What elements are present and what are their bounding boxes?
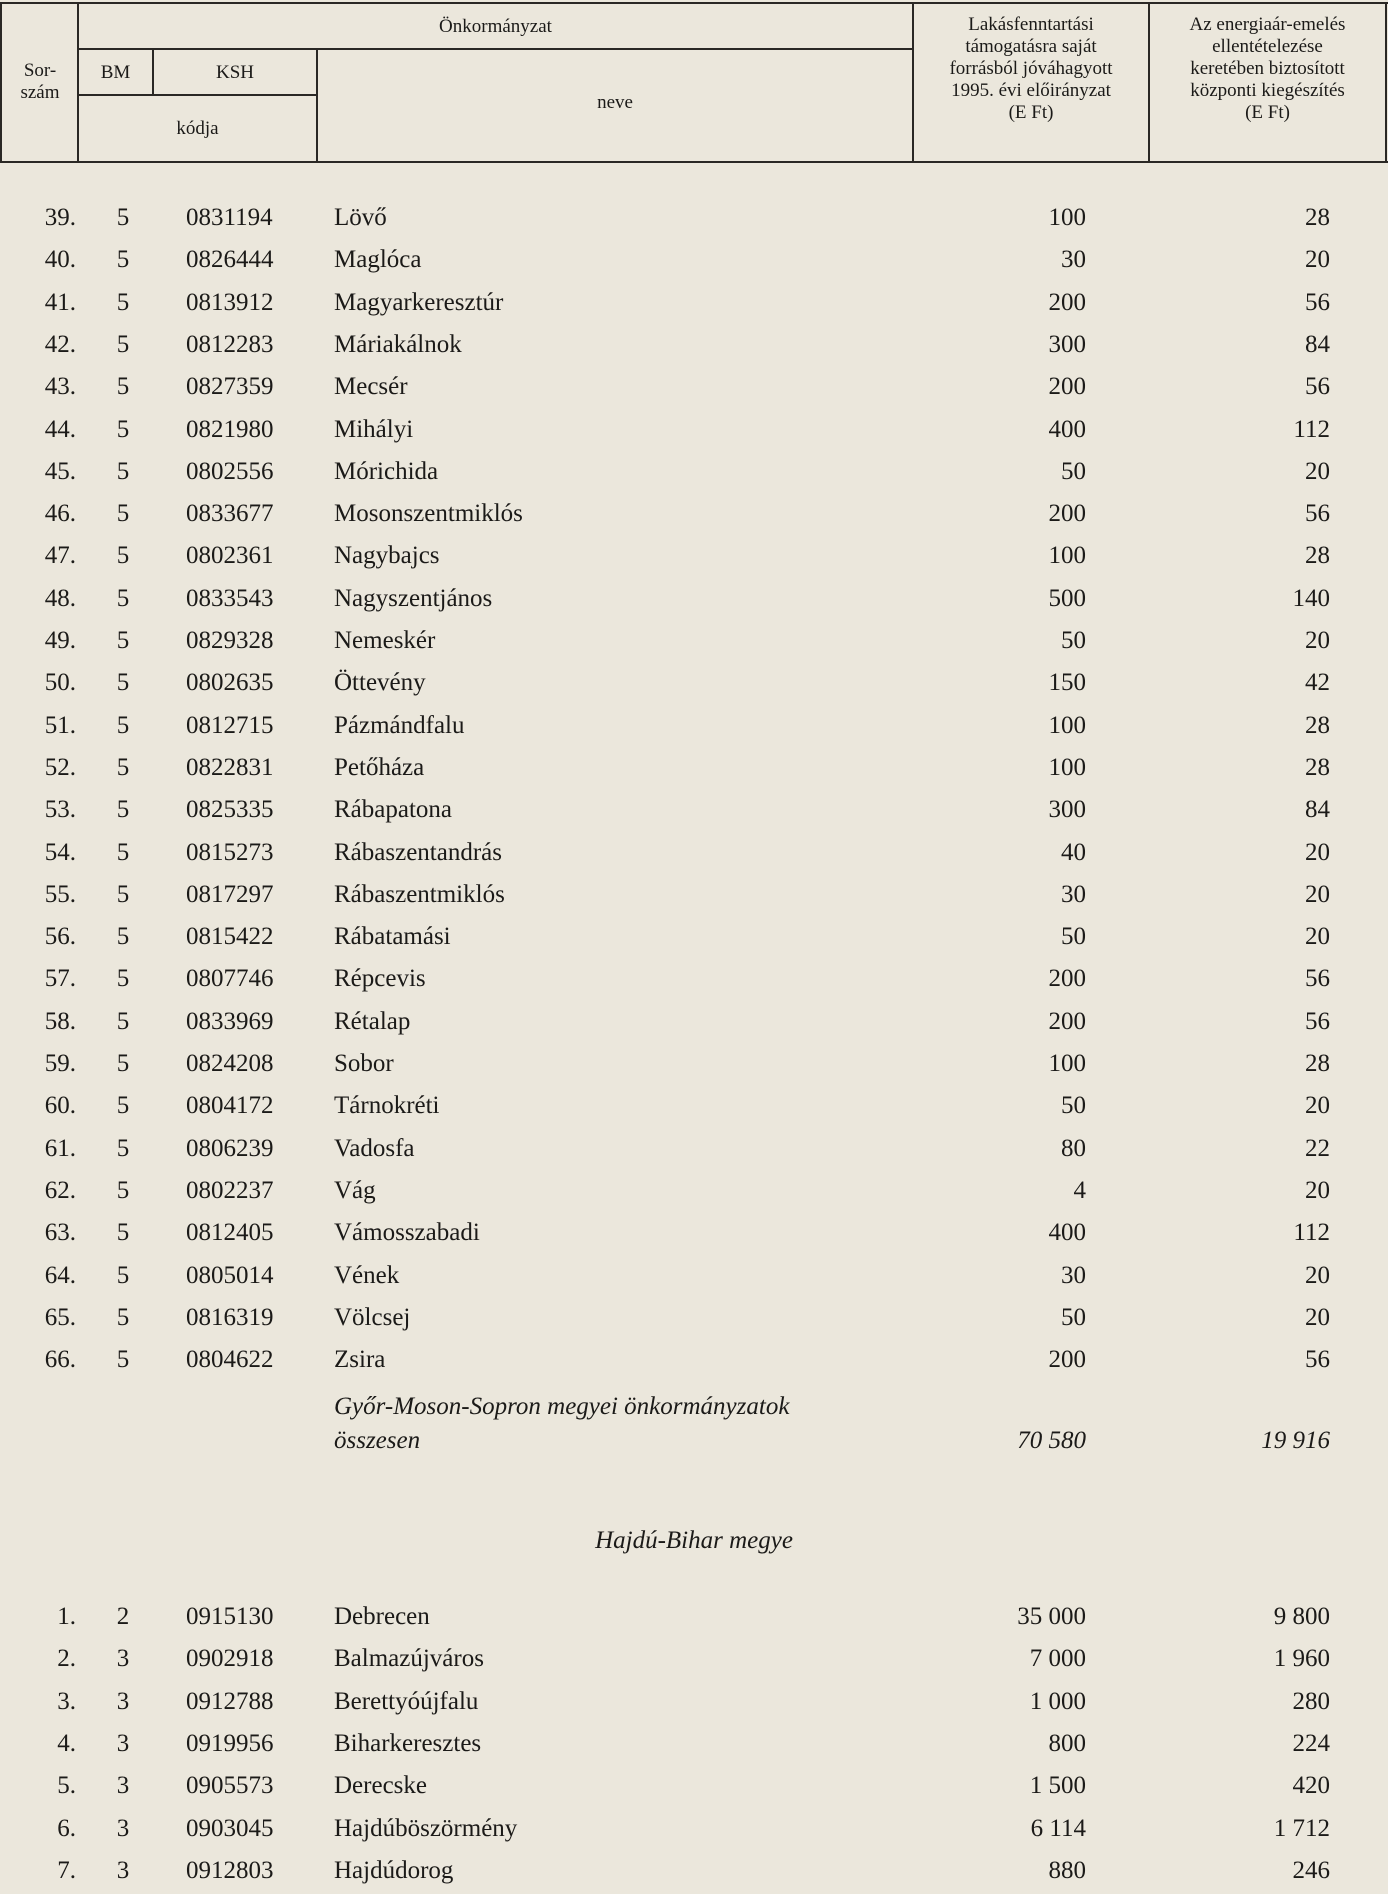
- table-header: [0, 0, 1388, 163]
- header-right-border: [1385, 2, 1387, 163]
- appropriation-value: 50: [1061, 923, 1086, 951]
- ksh-code: 0919956: [186, 1729, 274, 1757]
- municipality-name: Nemeskér: [334, 627, 436, 654]
- appropriation-value: 4: [1073, 1176, 1086, 1204]
- municipality-name: Rábaszentandrás: [334, 838, 502, 866]
- appropriation-value: 400: [1048, 1219, 1086, 1247]
- bm-code: 5: [116, 500, 130, 528]
- row-number: 51.: [44, 711, 76, 739]
- ksh-code: 0802635: [186, 669, 274, 697]
- appropriation-value: 100: [1048, 711, 1086, 739]
- ksh-code: 0912803: [186, 1856, 274, 1884]
- appropriation-value: 200: [1048, 288, 1086, 316]
- row-number: 64.: [44, 1261, 76, 1289]
- supplement-value: 56: [1305, 500, 1330, 528]
- ksh-code: 0915130: [186, 1603, 274, 1630]
- table-row: [0, 242, 1388, 282]
- appropriation-value: 500: [1048, 584, 1086, 612]
- appropriation-value: 35 000: [1017, 1603, 1086, 1630]
- appropriation-value: 80: [1061, 1134, 1086, 1162]
- table-row: [0, 1004, 1388, 1044]
- municipality-name: Völcsej: [334, 1303, 411, 1331]
- appropriation-value: 800: [1048, 1729, 1086, 1757]
- appropriation-value: 200: [1048, 500, 1086, 528]
- bm-code: 5: [116, 1303, 130, 1331]
- municipality-name: Magyarkeresztúr: [334, 288, 504, 316]
- header-bm: BM: [100, 62, 131, 83]
- table-row: [0, 285, 1388, 325]
- supplement-value: 1 712: [1273, 1814, 1330, 1842]
- appropriation-value: 50: [1061, 457, 1086, 485]
- bm-code: 5: [116, 204, 130, 231]
- ksh-code: 0833969: [186, 1007, 274, 1035]
- appropriation-value: 30: [1061, 1261, 1086, 1289]
- row-number: 47.: [44, 542, 76, 570]
- supplement-value: 42: [1305, 669, 1330, 697]
- supplement-value: 20: [1305, 1092, 1330, 1120]
- municipality-name: Répcevis: [334, 965, 426, 993]
- supplement-value: 280: [1292, 1687, 1330, 1715]
- appropriation-value: 1 000: [1029, 1687, 1086, 1715]
- supplement-value: 84: [1305, 796, 1330, 824]
- bm-code: 5: [116, 669, 130, 697]
- supplement-value: 20: [1305, 627, 1330, 654]
- row-number: 58.: [44, 1007, 76, 1035]
- table-row: [0, 538, 1388, 578]
- header-rule-onkormanyzat: [77, 48, 914, 50]
- table-row: [0, 200, 1388, 240]
- municipality-name: Hajdúböszörmény: [334, 1814, 518, 1842]
- row-number: 7.: [57, 1856, 76, 1884]
- supplement-value: 20: [1305, 838, 1330, 866]
- supplement-value: 20: [1305, 1261, 1330, 1289]
- municipality-name: Hajdúdorog: [334, 1856, 454, 1884]
- row-number: 55.: [44, 880, 76, 908]
- table-row: [0, 496, 1388, 536]
- table-row: [0, 1641, 1388, 1681]
- supplement-value: 20: [1305, 1176, 1330, 1204]
- ksh-code: 0833543: [186, 584, 274, 612]
- supplement-value: 84: [1305, 330, 1330, 358]
- table-row: [0, 1131, 1388, 1171]
- appropriation-value: 300: [1048, 330, 1086, 358]
- table-row: [0, 454, 1388, 494]
- ksh-code: 0815273: [186, 838, 274, 866]
- row-number: 46.: [44, 500, 76, 528]
- header-left-border: [0, 2, 2, 163]
- supplement-value: 56: [1305, 288, 1330, 316]
- header-top-rule: [0, 2, 1388, 4]
- municipality-name: Zsira: [334, 1346, 386, 1374]
- appropriation-value: 100: [1048, 753, 1086, 781]
- row-number: 61.: [44, 1134, 76, 1162]
- municipality-name: Pázmándfalu: [334, 711, 465, 739]
- municipality-name: Vadosfa: [334, 1134, 415, 1162]
- header-sorszam: Sor- szám: [20, 60, 60, 103]
- appropriation-value: 100: [1048, 1050, 1086, 1077]
- municipality-name: Derecske: [334, 1772, 427, 1800]
- header-rule-kodja: [77, 94, 318, 96]
- appropriation-value: 150: [1048, 669, 1086, 697]
- bm-code: 5: [116, 1007, 130, 1035]
- ksh-code: 0802237: [186, 1176, 274, 1204]
- ksh-code: 0816319: [186, 1303, 274, 1331]
- appropriation-value: 30: [1061, 246, 1086, 274]
- table-row: [0, 1300, 1388, 1340]
- ksh-code: 0804622: [186, 1346, 274, 1374]
- supplement-value: 20: [1305, 246, 1330, 274]
- municipality-name: Rábaszentmiklós: [334, 880, 505, 908]
- row-number: 60.: [44, 1092, 76, 1120]
- ksh-code: 0802556: [186, 457, 274, 485]
- municipality-name: Rábatamási: [334, 923, 451, 951]
- table-row: [0, 1811, 1388, 1851]
- row-number: 66.: [44, 1346, 76, 1374]
- municipality-name: Lövő: [334, 204, 387, 231]
- bm-code: 5: [116, 1176, 130, 1204]
- table-row: [0, 1215, 1388, 1255]
- supplement-value: 20: [1305, 1303, 1330, 1331]
- row-number: 59.: [44, 1050, 76, 1077]
- appropriation-value: 50: [1061, 1092, 1086, 1120]
- bm-code: 3: [116, 1729, 130, 1757]
- bm-code: 5: [116, 1346, 130, 1374]
- municipality-name: Nagyszentjános: [334, 584, 493, 612]
- appropriation-value: 200: [1048, 965, 1086, 993]
- row-number: 39.: [44, 204, 76, 231]
- appropriation-value: 1 500: [1029, 1772, 1086, 1800]
- row-number: 3.: [57, 1687, 76, 1715]
- appropriation-value: 40: [1061, 838, 1086, 866]
- bm-code: 5: [116, 1092, 130, 1120]
- row-number: 54.: [44, 838, 76, 866]
- header-bottom-rule: [0, 161, 1388, 163]
- supplement-value: 9 800: [1273, 1603, 1330, 1630]
- row-number: 40.: [44, 246, 76, 274]
- bm-code: 5: [116, 1134, 130, 1162]
- bm-code: 5: [116, 415, 130, 443]
- bm-code: 3: [116, 1772, 130, 1800]
- total-value-a: 70 580: [1017, 1427, 1086, 1454]
- bm-code: 5: [116, 246, 130, 274]
- bm-code: 5: [116, 1050, 130, 1077]
- header-onkormanyzat: Önkormányzat: [439, 16, 552, 37]
- ksh-code: 0825335: [186, 796, 274, 824]
- bm-code: 5: [116, 923, 130, 951]
- table-row: [0, 1599, 1388, 1639]
- municipality-name: Mecsér: [334, 373, 408, 401]
- supplement-value: 28: [1305, 753, 1330, 781]
- bm-code: 3: [116, 1856, 130, 1884]
- municipality-name: Mórichida: [334, 457, 439, 485]
- appropriation-value: 50: [1061, 627, 1086, 654]
- row-number: 2.: [57, 1645, 76, 1673]
- supplement-value: 22: [1305, 1134, 1330, 1162]
- supplement-value: 112: [1293, 1219, 1330, 1247]
- municipality-name: Tárnokréti: [334, 1092, 440, 1120]
- municipality-name: Vének: [334, 1261, 400, 1289]
- row-number: 41.: [44, 288, 76, 316]
- municipality-name: Maglóca: [334, 246, 422, 274]
- bm-code: 3: [116, 1814, 130, 1842]
- table-row: [0, 1046, 1388, 1086]
- supplement-value: 56: [1305, 965, 1330, 993]
- bm-code: 5: [116, 1261, 130, 1289]
- header-ksh: KSH: [215, 62, 254, 83]
- appropriation-value: 300: [1048, 796, 1086, 824]
- row-number: 48.: [44, 584, 76, 612]
- supplement-value: 224: [1292, 1729, 1330, 1757]
- ksh-code: 0903045: [186, 1814, 274, 1842]
- ksh-code: 0829328: [186, 627, 274, 654]
- supplement-value: 20: [1305, 923, 1330, 951]
- ksh-code: 0821980: [186, 415, 274, 443]
- table-row: [0, 581, 1388, 621]
- appropriation-value: 880: [1048, 1856, 1086, 1884]
- row-number: 42.: [44, 330, 76, 358]
- supplement-value: 420: [1292, 1772, 1330, 1800]
- supplement-value: 56: [1305, 373, 1330, 401]
- appropriation-value: 100: [1048, 204, 1086, 231]
- table-row: [0, 961, 1388, 1001]
- municipality-name: Nagybajcs: [334, 542, 440, 570]
- row-number: 5.: [57, 1772, 76, 1800]
- appropriation-value: 400: [1048, 415, 1086, 443]
- municipality-name: Balmazújváros: [334, 1645, 484, 1673]
- row-number: 45.: [44, 457, 76, 485]
- ksh-code: 0905573: [186, 1772, 274, 1800]
- appropriation-value: 7 000: [1029, 1645, 1086, 1673]
- row-number: 62.: [44, 1176, 76, 1204]
- table-row: [0, 1173, 1388, 1213]
- ksh-code: 0815422: [186, 923, 274, 951]
- table-row: [0, 1088, 1388, 1128]
- bm-code: 5: [116, 753, 130, 781]
- municipality-name: Mihályi: [334, 415, 414, 443]
- supplement-value: 20: [1305, 457, 1330, 485]
- row-number: 1.: [57, 1603, 76, 1630]
- ksh-code: 0826444: [186, 246, 274, 274]
- municipality-name: Öttevény: [334, 669, 426, 697]
- municipality-name: Petőháza: [334, 753, 425, 781]
- ksh-code: 0807746: [186, 965, 274, 993]
- bm-code: 3: [116, 1645, 130, 1673]
- bm-code: 2: [116, 1603, 130, 1630]
- total-label-line2: összesen: [334, 1427, 421, 1454]
- table-row: [0, 327, 1388, 367]
- ksh-code: 0824208: [186, 1050, 274, 1077]
- supplement-value: 28: [1305, 204, 1330, 231]
- row-number: 49.: [44, 627, 76, 654]
- municipality-name: Vámosszabadi: [334, 1219, 480, 1247]
- table-row: [0, 369, 1388, 409]
- bm-code: 5: [116, 288, 130, 316]
- bm-code: 5: [116, 711, 130, 739]
- bm-code: 5: [116, 796, 130, 824]
- row-number: 63.: [44, 1219, 76, 1247]
- supplement-value: 246: [1292, 1856, 1330, 1884]
- table-row: [0, 750, 1388, 790]
- appropriation-value: 200: [1048, 1346, 1086, 1374]
- municipality-name: Rétalap: [334, 1007, 411, 1035]
- row-number: 44.: [44, 415, 76, 443]
- ksh-code: 0806239: [186, 1134, 274, 1162]
- table-row: [0, 1768, 1388, 1808]
- municipality-name: Sobor: [334, 1050, 394, 1077]
- row-number: 56.: [44, 923, 76, 951]
- row-number: 65.: [44, 1303, 76, 1331]
- ksh-code: 0912788: [186, 1687, 274, 1715]
- county-heading: Hajdú-Bihar megye: [595, 1527, 793, 1554]
- row-number: 57.: [44, 965, 76, 993]
- municipality-name: Berettyóújfalu: [334, 1687, 479, 1715]
- table-row: [0, 792, 1388, 832]
- appropriation-value: 6 114: [1030, 1814, 1086, 1842]
- row-number: 43.: [44, 373, 76, 401]
- table-row: [0, 919, 1388, 959]
- bm-code: 5: [116, 457, 130, 485]
- row-number: 50.: [44, 669, 76, 697]
- ksh-code: 0902918: [186, 1645, 274, 1673]
- supplement-value: 56: [1305, 1346, 1330, 1374]
- ksh-code: 0805014: [186, 1261, 274, 1289]
- supplement-value: 20: [1305, 880, 1330, 908]
- table-row: [0, 623, 1388, 663]
- municipality-name: Biharkeresztes: [334, 1729, 482, 1757]
- supplement-value: 56: [1305, 1007, 1330, 1035]
- bm-code: 5: [116, 584, 130, 612]
- ksh-code: 0802361: [186, 542, 274, 570]
- total-value-b: 19 916: [1261, 1427, 1330, 1454]
- bm-code: 3: [116, 1687, 130, 1715]
- municipality-name: Debrecen: [334, 1603, 430, 1630]
- supplement-value: 28: [1305, 1050, 1330, 1077]
- row-number: 52.: [44, 753, 76, 781]
- table-row: [0, 708, 1388, 748]
- bm-code: 5: [116, 965, 130, 993]
- ksh-code: 0817297: [186, 880, 274, 908]
- bm-code: 5: [116, 330, 130, 358]
- bm-code: 5: [116, 373, 130, 401]
- bm-code: 5: [116, 880, 130, 908]
- table-row: [0, 1853, 1388, 1893]
- row-number: 6.: [57, 1814, 76, 1842]
- supplement-value: 28: [1305, 542, 1330, 570]
- table-row: [0, 1684, 1388, 1724]
- table-row: [0, 1342, 1388, 1382]
- supplement-value: 1 960: [1273, 1645, 1330, 1673]
- appropriation-value: 50: [1061, 1303, 1086, 1331]
- ksh-code: 0827359: [186, 373, 274, 401]
- header-kodja: kódja: [176, 118, 219, 139]
- bm-code: 5: [116, 542, 130, 570]
- table-row: [0, 1258, 1388, 1298]
- municipality-name: Vág: [334, 1176, 376, 1204]
- appropriation-value: 200: [1048, 373, 1086, 401]
- table-row: [0, 665, 1388, 705]
- municipality-name: Rábapatona: [334, 796, 453, 824]
- ksh-code: 0812283: [186, 330, 274, 358]
- header-neve: neve: [597, 92, 633, 113]
- header-col-energiaar: Az energiaár-emelés ellentételezése keretében biztosított központi kiegészítés (E Ft): [1189, 14, 1346, 123]
- ksh-code: 0813912: [186, 288, 274, 316]
- ksh-code: 0804172: [186, 1092, 274, 1120]
- appropriation-value: 30: [1061, 880, 1086, 908]
- bm-code: 5: [116, 627, 130, 654]
- bm-code: 5: [116, 838, 130, 866]
- ksh-code: 0831194: [186, 204, 273, 231]
- ksh-code: 0812715: [186, 711, 274, 739]
- municipality-name: Mosonszentmiklós: [334, 500, 523, 528]
- ksh-code: 0822831: [186, 753, 274, 781]
- table-row: [0, 1726, 1388, 1766]
- total-label-line1: Győr-Moson-Sopron megyei önkormányzatok: [334, 1393, 790, 1420]
- header-col-lakasfenntartasi: Lakásfenntartási támogatásra saját forrásból jóváhagyott 1995. évi előirányzat (E Ft): [949, 14, 1113, 123]
- municipality-name: Máriakálnok: [334, 330, 462, 358]
- table-row: [0, 412, 1388, 452]
- row-number: 4.: [57, 1729, 76, 1757]
- table-row: [0, 877, 1388, 917]
- row-number: 53.: [44, 796, 76, 824]
- ksh-code: 0812405: [186, 1219, 274, 1247]
- ksh-code: 0833677: [186, 500, 274, 528]
- bm-code: 5: [116, 1219, 130, 1247]
- supplement-value: 112: [1293, 415, 1330, 443]
- appropriation-value: 200: [1048, 1007, 1086, 1035]
- table-row: [0, 835, 1388, 875]
- supplement-value: 28: [1305, 711, 1330, 739]
- appropriation-value: 100: [1048, 542, 1086, 570]
- supplement-value: 140: [1292, 584, 1330, 612]
